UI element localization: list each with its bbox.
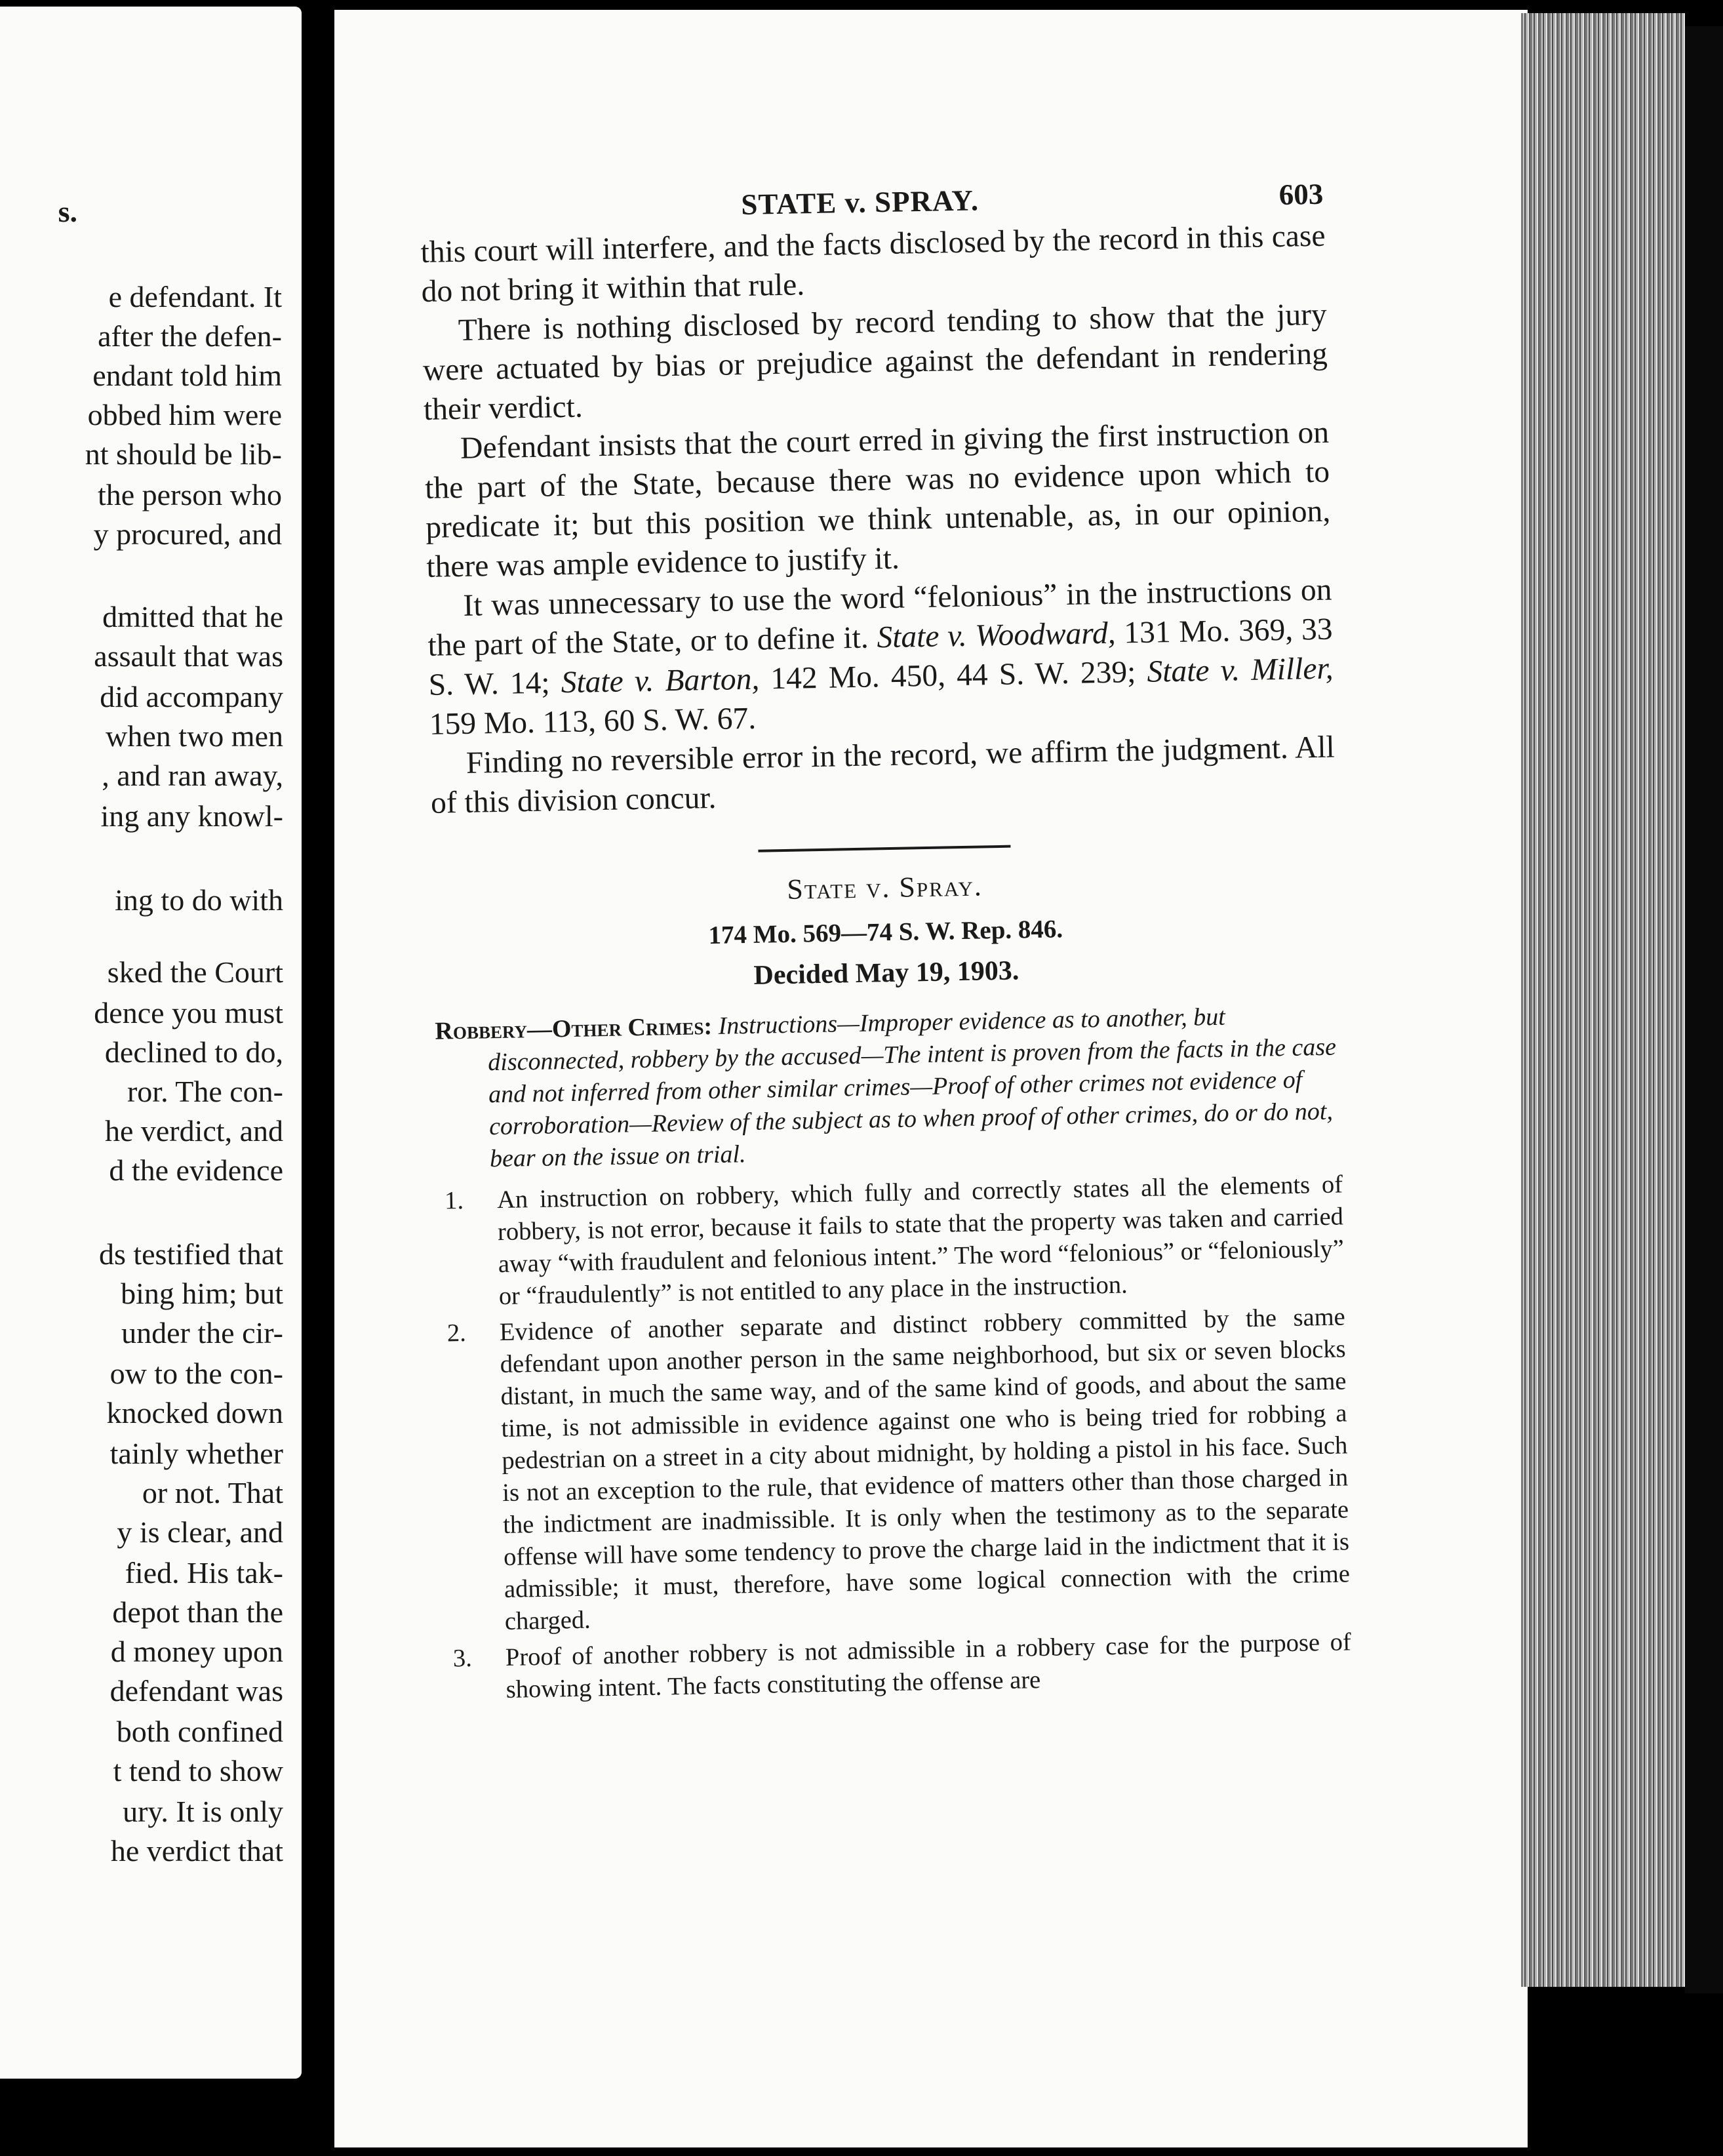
paragraph-citations <box>427 570 1334 744</box>
left-page-line: did accompany <box>100 680 283 713</box>
opinion-body <box>420 216 1336 823</box>
point-number: 1. <box>444 1187 464 1215</box>
left-page-line: ing to do with <box>115 883 283 917</box>
left-page-line: , and ran away, <box>102 759 283 792</box>
left-page-line: assault that was <box>94 639 283 673</box>
case-title: State v. Spray. <box>786 869 983 906</box>
left-page-line: y procured, and <box>93 517 282 551</box>
left-page-line: d the evidence <box>109 1153 283 1187</box>
page-edges <box>1521 13 1685 1987</box>
left-page-line: tainly whether <box>109 1437 283 1470</box>
left-page-line: bing him; but <box>121 1277 283 1310</box>
left-page-line: d money upon <box>110 1635 283 1668</box>
left-page-line: depot than the <box>112 1595 283 1629</box>
paragraph: Finding no reversible error in the record, we affirm the judgment. All of this division concur. <box>430 730 1336 820</box>
paragraph: this court will interfere, and the facts disclosed by the record in this case do not bring it within that rule. <box>420 218 1326 309</box>
left-page-line: the person who <box>97 478 282 511</box>
case-citation: State v. Woodward, <box>876 616 1117 655</box>
left-page-line: dence you must <box>94 996 283 1029</box>
left-page-line: ury. It is only <box>123 1795 283 1828</box>
point-text: An instruction on robbery, which fully and correctly states all the elements of robbery, is not error, because it fails to state that the property was taken and carried away “with fraudulent and felonious intent.” The word “felonious” or “feloniously” or “fraudulently” is not entitled to any place in the instruction. <box>496 1170 1345 1311</box>
background-edge <box>1685 26 1723 1993</box>
case-citation-line: 174 Mo. 569—74 S. W. Rep. 846. <box>708 915 1063 950</box>
left-page-line: y is clear, and <box>117 1515 283 1549</box>
reporter-citation: 131 Mo. 369, 33 S. W. 14; <box>428 612 1333 702</box>
left-page-line: endant told him <box>92 359 282 392</box>
case-citation: State v. Barton, <box>561 662 760 700</box>
headnote-point <box>440 1301 1351 1639</box>
headnote-summary <box>435 999 1342 1176</box>
point-text: Proof of another robbery is not admissible in a robbery case for the purpose of showing intent. The facts constituting the offense are <box>505 1628 1352 1704</box>
headnote-topic: Robbery—Other Crimes: <box>435 1012 713 1045</box>
text: It was unnecessary to use the word “felonious” in the instructions on the part of the State, or to define it. <box>427 572 1332 663</box>
left-page-line: t tend to show <box>113 1754 283 1787</box>
headnote-point <box>438 1168 1345 1313</box>
headnote-description: Instructions—Improper evidence as to another, but disconnected, robbery by the accused—The intent is proven from the facts in the case and not inferred from other similar crimes—Proof of other crimes not evidence of corroboration—Review of the subject as to when proof of other crimes, do or do not, bear on the issue on trial. <box>487 1003 1337 1173</box>
left-page-line: nt should be lib- <box>85 437 282 471</box>
point-text: Evidence of another separate and distinct robbery committed by the same defendant upon another person in the same neighborhood, but six or seven blocks distant, in much the same way, and of the same kind of goods, and about the same time, is not admissible in evidence against one who is being tried for robbing a pedestrian on a street in a city about midnight, by holding a pistol in his face. Such is not an exception to the rule, that evidence of matters other than those charged in the indictment are inadmissible. It is only when the testimony as to the separate offense will have some tendency to prove the charge laid in the indictment that it is admissible; it must, therefore, have some logical connection with the crime charged. <box>499 1303 1351 1635</box>
left-page <box>0 7 302 2079</box>
reporter-citation: 142 Mo. 450, 44 S. W. 239; <box>770 655 1136 696</box>
left-page-line: both confined <box>116 1715 283 1748</box>
point-number: 3. <box>452 1644 473 1673</box>
left-page-line: defendant was <box>109 1674 283 1707</box>
case-citation: State v. Miller, <box>1147 651 1334 689</box>
left-page-line: he verdict that <box>110 1834 283 1867</box>
left-page-line: when two men <box>106 719 283 753</box>
left-page-line: ow to the con- <box>109 1357 283 1390</box>
point-number: 2. <box>446 1319 467 1348</box>
headnote-point <box>446 1626 1353 1707</box>
left-page-line: under the cir- <box>121 1316 283 1349</box>
paragraph: Defendant insists that the court erred in giving the first instruction on the part of the State, because there was no evidence upon which to predicate it; but this position we think untenable, as, in our opinion, there was ample evidence to justify it. <box>424 415 1331 584</box>
book-gutter <box>302 0 334 2156</box>
left-page-line: or not. That <box>142 1476 283 1509</box>
reporter-citation: 159 Mo. 113, 60 S. W. 67. <box>429 701 757 742</box>
left-page-line: e defendant. It <box>108 280 282 313</box>
left-page-line: fied. His tak- <box>125 1556 283 1589</box>
left-page-line: after the defen- <box>98 319 282 353</box>
left-page-line: obbed him were <box>87 398 282 431</box>
left-page-line: sked the Court <box>107 955 283 989</box>
left-page-line: knocked down <box>106 1396 283 1429</box>
left-page-line: dmitted that he <box>102 600 283 633</box>
left-page-line: ror. The con- <box>127 1075 283 1108</box>
left-page-line: ds testified that <box>98 1237 283 1271</box>
left-page-line: declined to do, <box>104 1035 283 1069</box>
left-page-line: ing any knowl- <box>100 799 283 833</box>
page-number: 603 <box>1278 177 1324 211</box>
decision-date: Decided May 19, 1903. <box>753 955 1020 991</box>
page-content <box>420 177 1352 1711</box>
running-title: STATE v. SPRAY. <box>740 184 980 222</box>
left-page-line: he verdict, and <box>104 1114 283 1148</box>
left-page-header-fragment: s. <box>58 195 77 228</box>
paragraph: There is nothing disclosed by record tending to show that the jury were actuated by bias or prejudice against the defendant in rendering their verdict. <box>422 297 1328 427</box>
section-divider <box>758 845 1010 852</box>
